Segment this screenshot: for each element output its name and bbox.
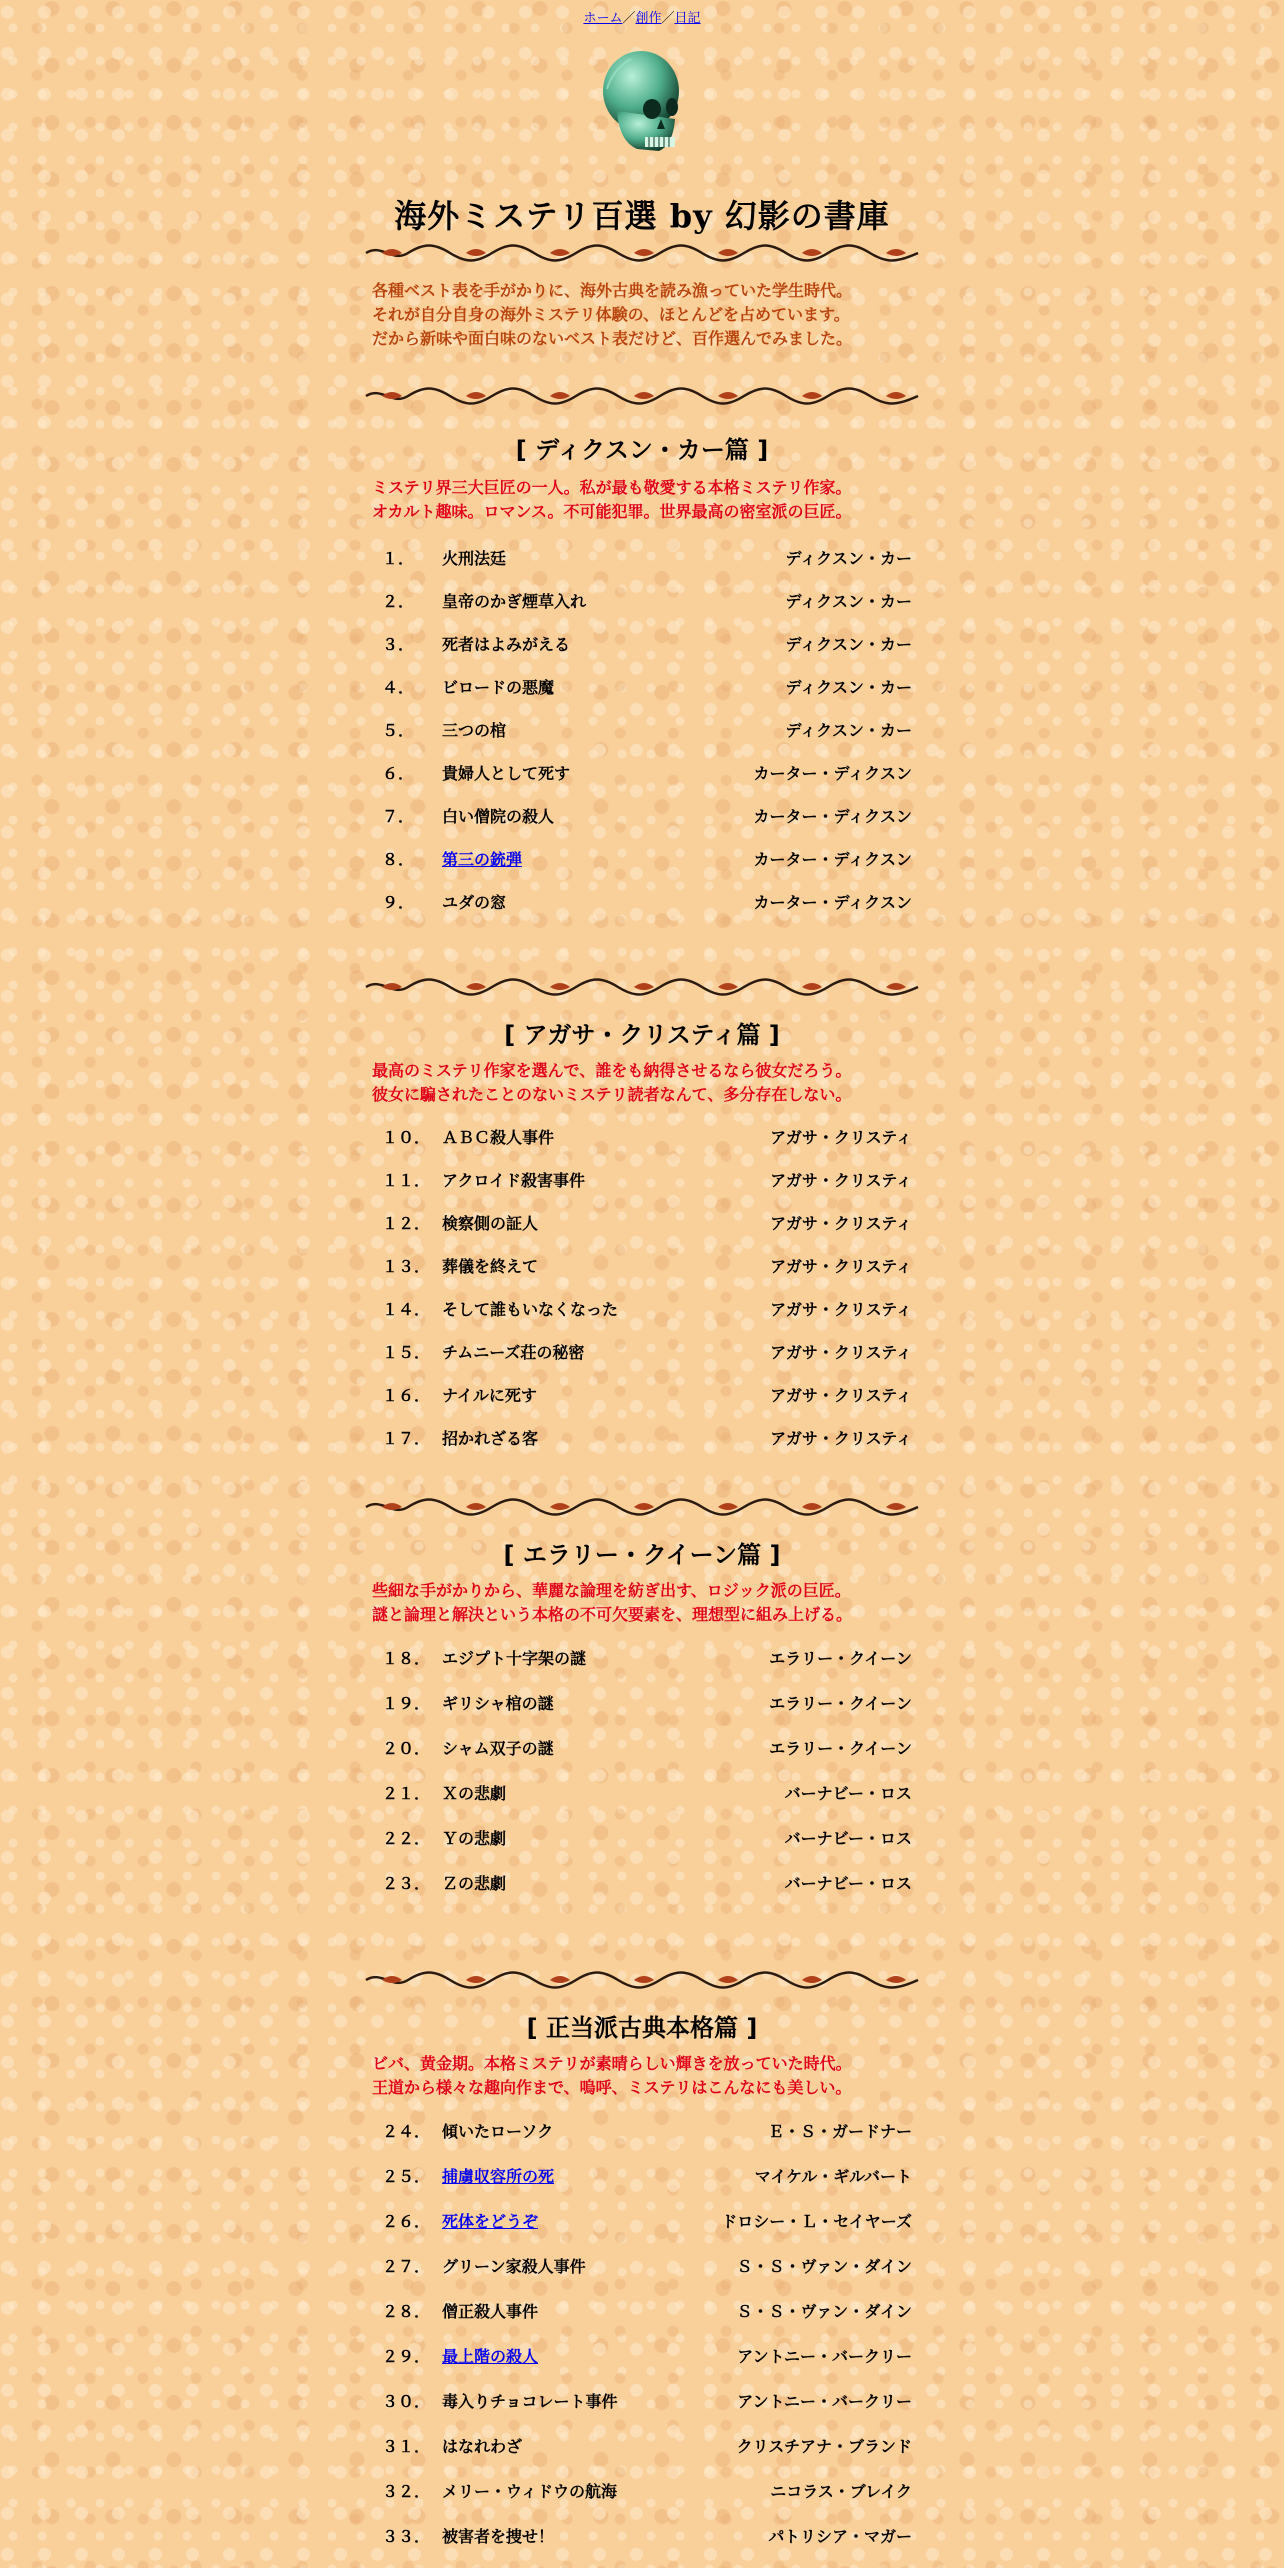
book-author: アガサ・クリスティ bbox=[770, 1171, 912, 1190]
book-number: ２９． bbox=[382, 2347, 431, 2366]
book-row bbox=[372, 751, 912, 794]
book-row bbox=[372, 2378, 912, 2423]
book-number: １３． bbox=[382, 1257, 431, 1276]
book-number: ９． bbox=[382, 893, 415, 912]
section-desc bbox=[372, 1059, 912, 1107]
book-title: シャム双子の謎 bbox=[442, 1739, 554, 1758]
book-row bbox=[372, 1115, 912, 1158]
book-number: １８． bbox=[382, 1649, 431, 1668]
book-author: Ｅ・Ｓ・ガードナー bbox=[767, 2122, 912, 2141]
book-number: ２６． bbox=[382, 2212, 431, 2231]
book-author: エラリー・クイーン bbox=[769, 1694, 912, 1713]
book-row bbox=[372, 2243, 912, 2288]
book-row bbox=[372, 708, 912, 751]
book-author: アガサ・クリスティ bbox=[770, 1343, 912, 1362]
page-title: 海外ミステリ百選 by 幻影の書庫 bbox=[394, 197, 890, 235]
section-carr bbox=[0, 384, 1284, 923]
book-author: アガサ・クリスティ bbox=[770, 1429, 912, 1448]
ornament-divider bbox=[362, 384, 922, 408]
book-number: ２０． bbox=[382, 1739, 431, 1758]
skull-logo bbox=[0, 49, 1284, 169]
section-desc-line: 彼女に騙されたことのないミステリ読者なんて、多分存在しない。 bbox=[372, 1085, 852, 1104]
book-number: ２１． bbox=[382, 1784, 431, 1803]
book-row bbox=[372, 1725, 912, 1770]
book-title: 傾いたローソク bbox=[442, 2122, 554, 2141]
book-row bbox=[372, 1680, 912, 1725]
book-number: １０． bbox=[382, 1128, 431, 1147]
top-nav bbox=[0, 0, 1284, 29]
section-desc-line: 王道から様々な趣向作まで、嗚呼、ミステリはこんなにも美しい。 bbox=[372, 2078, 852, 2097]
book-row bbox=[372, 1330, 912, 1373]
book-author: ディクスン・カー bbox=[785, 635, 912, 654]
book-number: ８． bbox=[382, 850, 415, 869]
section-golden-age bbox=[0, 1968, 1284, 2558]
book-row bbox=[372, 1373, 912, 1416]
book-author: カーター・ディクスン bbox=[753, 807, 912, 826]
book-author: カーター・ディクスン bbox=[753, 850, 912, 869]
book-author: バーナビー・ロス bbox=[784, 1874, 912, 1893]
section-desc-line: 些細な手がかりから、華麗な論理を紡ぎ出す、ロジック派の巨匠。 bbox=[372, 1581, 851, 1600]
book-author: パトリシア・マガー bbox=[768, 2527, 912, 2546]
book-row bbox=[372, 579, 912, 622]
book-title bbox=[442, 837, 666, 880]
book-title: アクロイド殺害事件 bbox=[442, 1171, 586, 1190]
book-row bbox=[372, 1201, 912, 1244]
book-number: ３１． bbox=[382, 2437, 431, 2456]
book-author: バーナビー・ロス bbox=[784, 1829, 912, 1848]
book-number: ２７． bbox=[382, 2257, 431, 2276]
book-number: ７． bbox=[382, 807, 415, 826]
book-author: クリスチアナ・ブランド bbox=[736, 2437, 912, 2456]
book-row bbox=[372, 2288, 912, 2333]
book-row bbox=[372, 1635, 912, 1680]
book-title: ビロードの悪魔 bbox=[442, 678, 555, 697]
nav-diary-link[interactable]: 日記 bbox=[674, 11, 701, 26]
ornament-divider bbox=[362, 1968, 922, 1992]
book-author: アガサ・クリスティ bbox=[770, 1300, 912, 1319]
book-number: ２８． bbox=[382, 2302, 431, 2321]
section-desc-line: オカルト趣味。ロマンス。不可能犯罪。世界最高の密室派の巨匠。 bbox=[372, 502, 852, 521]
book-title: エジプト十字架の謎 bbox=[442, 1649, 587, 1668]
book-number: ２３． bbox=[382, 1874, 431, 1893]
book-row bbox=[372, 2108, 912, 2153]
book-number: １６． bbox=[382, 1386, 431, 1405]
section-title: [ 正当派古典本格篇 ] bbox=[526, 2014, 758, 2042]
book-title-link[interactable]: 捕虜収容所の死 bbox=[442, 2167, 555, 2186]
intro-text bbox=[372, 279, 912, 351]
book-title: 三つの棺 bbox=[442, 721, 507, 740]
book-number: １１． bbox=[382, 1171, 431, 1190]
section-christie bbox=[0, 975, 1284, 1459]
book-row bbox=[372, 536, 912, 579]
book-title: 火刑法廷 bbox=[442, 549, 507, 568]
book-author: アガサ・クリスティ bbox=[770, 1214, 912, 1233]
book-number: ２２． bbox=[382, 1829, 431, 1848]
book-author: カーター・ディクスン bbox=[753, 764, 912, 783]
book-title: 検察側の証人 bbox=[442, 1214, 539, 1233]
book-title bbox=[442, 2153, 667, 2198]
book-title: Ｙの悲劇 bbox=[442, 1829, 507, 1848]
book-title bbox=[442, 2333, 667, 2378]
book-author: カーター・ディクスン bbox=[753, 893, 912, 912]
book-row bbox=[372, 2153, 912, 2198]
book-author: エラリー・クイーン bbox=[769, 1649, 912, 1668]
skull-icon bbox=[597, 49, 687, 164]
book-title: 招かれざる客 bbox=[442, 1429, 539, 1448]
book-row bbox=[372, 622, 912, 665]
book-number: ２． bbox=[382, 592, 415, 611]
book-number: ５． bbox=[382, 721, 415, 740]
book-author: ディクスン・カー bbox=[785, 592, 912, 611]
ornament-divider bbox=[362, 241, 922, 265]
book-author: エラリー・クイーン bbox=[769, 1739, 912, 1758]
book-title: 皇帝のかぎ煙草入れ bbox=[442, 592, 587, 611]
book-title: 僧正殺人事件 bbox=[442, 2302, 539, 2321]
book-number: １４． bbox=[382, 1300, 431, 1319]
book-title: グリーン家殺人事件 bbox=[442, 2257, 586, 2276]
book-row bbox=[372, 837, 912, 880]
book-row bbox=[372, 2468, 912, 2513]
book-author: アガサ・クリスティ bbox=[770, 1386, 912, 1405]
book-row bbox=[372, 2333, 912, 2378]
book-author: ニコラス・ブレイク bbox=[770, 2482, 912, 2501]
book-row bbox=[372, 665, 912, 708]
book-author: バーナビー・ロス bbox=[784, 1784, 912, 1803]
book-title: ユダの窓 bbox=[442, 893, 507, 912]
book-title: 被害者を捜せ！ bbox=[442, 2527, 555, 2546]
book-author: ディクスン・カー bbox=[785, 678, 912, 697]
intro-line: だから新味や面白味のないベスト表だけど、百作選んでみました。 bbox=[372, 329, 853, 348]
book-title: メリー・ウィドウの航海 bbox=[442, 2482, 618, 2501]
book-table bbox=[372, 2108, 912, 2558]
book-author: アントニー・バークリー bbox=[737, 2347, 912, 2366]
book-row bbox=[372, 2198, 912, 2243]
section-desc-line: 謎と論理と解決という本格の不可欠要素を、理想型に組み上げる。 bbox=[372, 1605, 853, 1624]
book-number: １２． bbox=[382, 1214, 431, 1233]
book-table bbox=[372, 1635, 912, 1905]
book-row bbox=[372, 1770, 912, 1815]
book-title: ナイルに死す bbox=[442, 1386, 537, 1405]
section-desc bbox=[372, 1579, 912, 1627]
book-number: ４． bbox=[382, 678, 415, 697]
section-desc bbox=[372, 476, 912, 524]
book-number: １５． bbox=[382, 1343, 431, 1362]
book-number: ２５． bbox=[382, 2167, 431, 2186]
nav-separator: ／ bbox=[622, 11, 636, 26]
book-title: 毒入りチョコレート事件 bbox=[442, 2392, 618, 2411]
book-row bbox=[372, 880, 912, 923]
book-title: 貴婦人として死す bbox=[442, 764, 571, 783]
book-row bbox=[372, 1244, 912, 1287]
book-number: ３０． bbox=[382, 2392, 431, 2411]
book-row bbox=[372, 794, 912, 837]
book-title: チムニーズ荘の秘密 bbox=[442, 1343, 585, 1362]
book-author: ディクスン・カー bbox=[785, 549, 912, 568]
book-title: Ｚの悲劇 bbox=[442, 1874, 507, 1893]
book-row bbox=[372, 2423, 912, 2468]
book-author: Ｓ・Ｓ・ヴァン・ダイン bbox=[736, 2257, 912, 2276]
section-desc-line: ビバ、黄金期。本格ミステリが素晴らしい輝きを放っていた時代。 bbox=[372, 2054, 852, 2073]
section-title: [ アガサ・クリスティ篇 ] bbox=[504, 1021, 780, 1049]
ornament-divider bbox=[362, 975, 922, 999]
book-author: アガサ・クリスティ bbox=[770, 1257, 912, 1276]
book-title: ＡＢＣ殺人事件 bbox=[442, 1128, 555, 1147]
book-number: ３３． bbox=[382, 2527, 431, 2546]
book-title bbox=[442, 2198, 667, 2243]
book-author: ドロシー・Ｌ・セイヤーズ bbox=[721, 2212, 912, 2231]
book-author: Ｓ・Ｓ・ヴァン・ダイン bbox=[736, 2302, 912, 2321]
book-row bbox=[372, 1287, 912, 1330]
section-desc-line: ミステリ界三大巨匠の一人。私が最も敬愛する本格ミステリ作家。 bbox=[372, 478, 852, 497]
book-title: ギリシャ棺の謎 bbox=[442, 1694, 554, 1713]
book-title: 白い僧院の殺人 bbox=[442, 807, 555, 826]
book-number: ２４． bbox=[382, 2122, 431, 2141]
book-title: 死者はよみがえる bbox=[442, 635, 571, 654]
book-title: 葬儀を終えて bbox=[442, 1257, 539, 1276]
book-row bbox=[372, 2513, 912, 2558]
book-number: １７． bbox=[382, 1429, 431, 1448]
section-desc-line: 最高のミステリ作家を選んで、誰をも納得させるなら彼女だろう。 bbox=[372, 1061, 852, 1080]
book-title-link[interactable]: 死体をどうぞ bbox=[442, 2212, 539, 2231]
book-title-link[interactable]: 最上階の殺人 bbox=[442, 2347, 539, 2366]
book-title: Ｘの悲劇 bbox=[442, 1784, 507, 1803]
book-author: マイケル・ギルバート bbox=[754, 2167, 912, 2186]
section-title: [ ディクスン・カー篇 ] bbox=[515, 436, 769, 464]
ornament-divider bbox=[362, 1495, 922, 1519]
book-title: はなれわざ bbox=[442, 2437, 523, 2456]
nav-works-link[interactable]: 創作 bbox=[635, 11, 662, 26]
section-desc bbox=[372, 2052, 912, 2100]
book-table bbox=[372, 1115, 912, 1459]
book-number: ６． bbox=[382, 764, 415, 783]
book-number: ３． bbox=[382, 635, 415, 654]
intro-line: 各種ベスト表を手がかりに、海外古典を読み漁っていた学生時代。 bbox=[372, 281, 853, 300]
book-title-link[interactable]: 第三の銃弾 bbox=[442, 850, 523, 869]
intro-line: それが自分自身の海外ミステリ体験の、ほとんどを占めています。 bbox=[372, 305, 850, 324]
book-row bbox=[372, 1416, 912, 1459]
book-row bbox=[372, 1158, 912, 1201]
book-author: アントニー・バークリー bbox=[737, 2392, 912, 2411]
book-number: ３２． bbox=[382, 2482, 431, 2501]
book-author: アガサ・クリスティ bbox=[770, 1128, 912, 1147]
book-row bbox=[372, 1815, 912, 1860]
book-title: そして誰もいなくなった bbox=[442, 1300, 619, 1319]
book-table bbox=[372, 536, 912, 923]
nav-separator: ／ bbox=[661, 11, 675, 26]
section-queen bbox=[0, 1495, 1284, 1905]
book-number: １９． bbox=[382, 1694, 431, 1713]
book-row bbox=[372, 1860, 912, 1905]
nav-home-link[interactable]: ホーム bbox=[583, 11, 623, 26]
section-title: [ エラリー・クイーン篇 ] bbox=[503, 1541, 781, 1569]
book-author: ディクスン・カー bbox=[785, 721, 912, 740]
book-number: １． bbox=[382, 549, 415, 568]
